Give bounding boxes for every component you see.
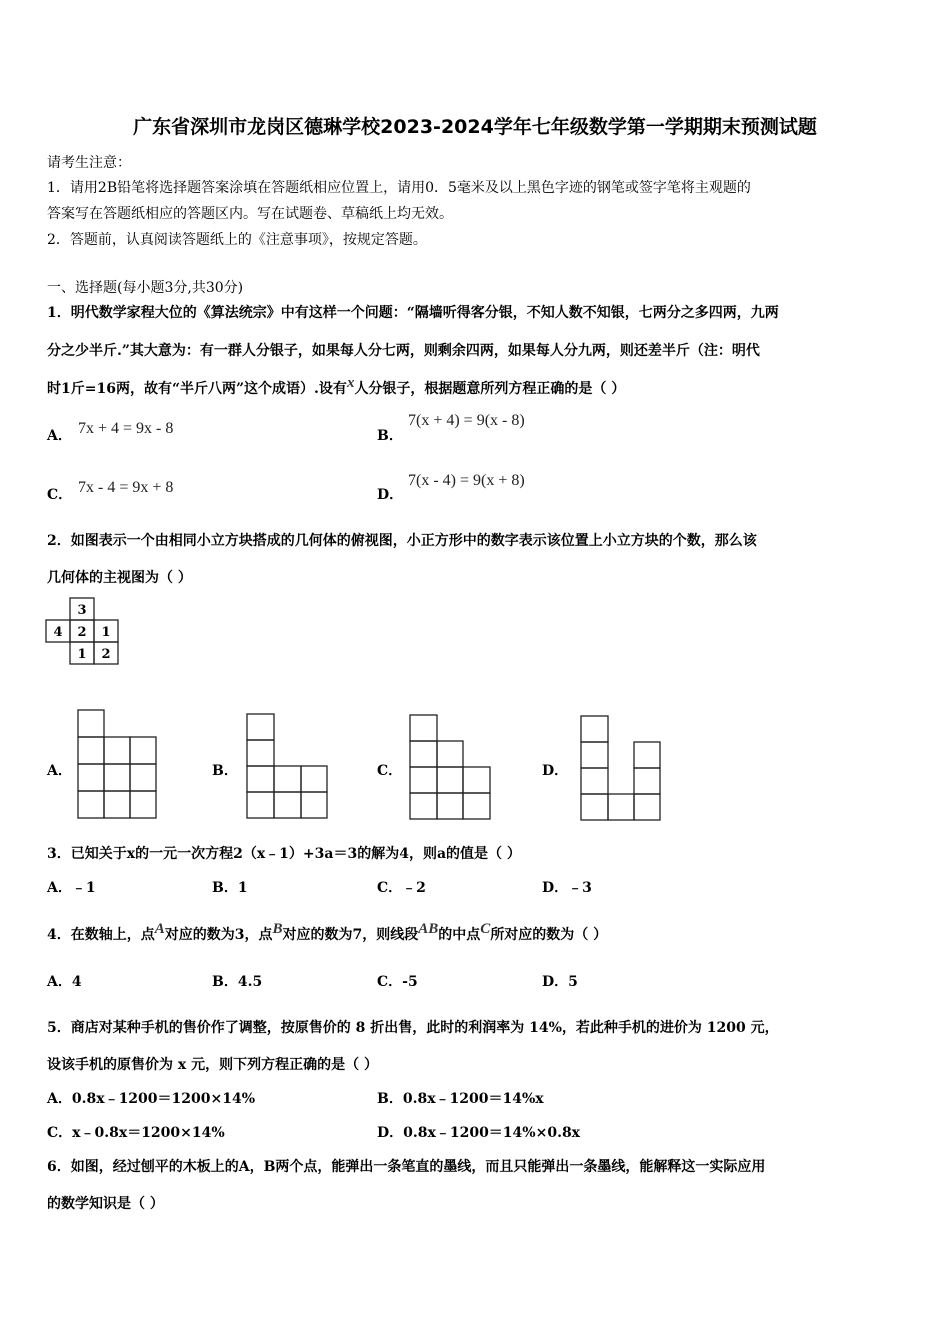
q4-part-4: 的中点 <box>438 927 481 943</box>
q1-line-1: 1．明代数学家程大位的《算法统宗》中有这样一个问题：“隔墙听得客分银，不知人数不知银，七两分之多四两，九两 <box>47 305 779 321</box>
grid-number: 1 <box>101 625 111 640</box>
q4-var-ab: AB <box>418 921 439 937</box>
q4-part-1: 4．在数轴上，点 <box>47 927 155 943</box>
section-heading: 一、选择题(每小题3分,共30分) <box>47 280 244 296</box>
notice-line-1: 1．请用2B铅笔将选择题答案涂填在答题纸相应位置上，请用0．5毫米及以上黑色字迹的钢笔或签字笔将主观题的 <box>47 180 751 196</box>
q5-option-c: C．x﹣0.8x＝1200×14% <box>47 1125 225 1141</box>
q1-option-a-label: A． <box>47 428 72 444</box>
q4-option-b: B．4.5 <box>212 974 263 990</box>
q2-option-d-figure <box>579 714 665 824</box>
q1-line-3 <box>47 375 626 398</box>
grid-number: 4 <box>53 625 63 640</box>
q5-line-2: 设该手机的原售价为 x 元，则下列方程正确的是（ ） <box>47 1057 378 1073</box>
q1-option-c-expr: 7x - 4 = 9x + 8 <box>78 479 174 496</box>
q2-line-2: 几何体的主视图为（ ） <box>47 570 192 586</box>
q3-option-d: D．﹣3 <box>542 880 592 896</box>
q4-option-a: A．4 <box>47 974 82 990</box>
q4-var-c: C <box>480 921 491 937</box>
q1-var-x: x <box>346 375 355 391</box>
q2-option-b-figure <box>245 712 329 824</box>
q4-stem <box>47 921 608 944</box>
q1-option-b-label: B． <box>377 428 403 444</box>
q4-var-a: A <box>154 921 165 937</box>
grid-number: 2 <box>101 647 111 662</box>
q3-option-c: C．﹣2 <box>377 880 426 896</box>
grid-number: 2 <box>77 625 87 640</box>
q3-stem: 3．已知关于x的一元一次方程2（x﹣1）+3a＝3的解为4，则a的值是（ ） <box>47 846 521 862</box>
notice-line-2: 答案写在答题纸相应的答题区内。写在试题卷、草稿纸上均无效。 <box>47 206 453 222</box>
grid-number: 1 <box>77 647 87 662</box>
q5-line-1: 5．商店对某种手机的售价作了调整，按原售价的 8 折出售，此时的利润率为 14%，若此种手机的进价为 1200 元， <box>47 1020 779 1036</box>
q4-part-2: 对应的数为3，点 <box>164 927 273 943</box>
q5-option-a: A．0.8x﹣1200＝1200×14% <box>47 1091 256 1107</box>
q1-option-d-expr: 7(x - 4) = 9(x + 8) <box>408 472 525 489</box>
q2-option-c-figure <box>408 713 494 823</box>
q1-line-2: 分之少半斤.”其大意为：有一群人分银子，如果每人分七两，则剩余四两，如果每人分九两，则还差半斤（注：明代 <box>47 343 760 359</box>
q2-option-c-label: C． <box>377 763 403 779</box>
q2-option-d-label: D． <box>542 763 569 779</box>
q1-option-a-expr: 7x + 4 = 9x - 8 <box>78 420 174 437</box>
q2-option-b-label: B． <box>212 763 238 779</box>
q1-line-3a: 时1斤=16两，故有“半斤八两”这个成语）.设有 <box>47 381 347 397</box>
grid-number: 3 <box>77 603 87 618</box>
q5-option-b: B．0.8x﹣1200＝14%x <box>377 1091 544 1107</box>
top-view-grid <box>40 595 130 670</box>
notice-line-3: 2．答题前，认真阅读答题纸上的《注意事项》，按规定答题。 <box>47 232 427 248</box>
q6-line-1: 6．如图，经过刨平的木板上的A，B两个点，能弹出一条笔直的墨线，而且只能弹出一条墨线，能解释这一实际应用 <box>47 1159 766 1175</box>
q1-option-d-label: D． <box>377 487 404 503</box>
q4-part-5: 所对应的数为（ ） <box>490 927 608 943</box>
q2-option-a-figure <box>76 708 160 820</box>
q4-option-c: C．-5 <box>377 974 418 990</box>
q1-line-3b: 人分银子，根据题意所列方程正确的是（ ） <box>354 381 626 397</box>
notice-heading: 请考生注意： <box>47 155 131 171</box>
q1-option-b-expr: 7(x + 4) = 9(x - 8) <box>408 412 525 429</box>
q1-option-c-label: C． <box>47 487 73 503</box>
q4-part-3: 对应的数为7，则线段 <box>282 927 419 943</box>
q4-option-d: D．5 <box>542 974 578 990</box>
q3-option-b: B．1 <box>212 880 248 896</box>
page-title: 广东省深圳市龙岗区德琳学校2023-2024学年七年级数学第一学期期末预测试题 <box>133 116 817 138</box>
q4-var-b: B <box>272 921 283 937</box>
q2-line-1: 2．如图表示一个由相同小立方块搭成的几何体的俯视图，小正方形中的数字表示该位置上小立方块的个数，那么该 <box>47 533 757 549</box>
q2-option-a-label: A． <box>47 763 72 779</box>
q3-option-a: A．﹣1 <box>47 880 96 896</box>
q6-line-2: 的数学知识是（ ） <box>47 1196 164 1212</box>
q5-option-d: D．0.8x﹣1200＝14%×0.8x <box>377 1125 581 1141</box>
